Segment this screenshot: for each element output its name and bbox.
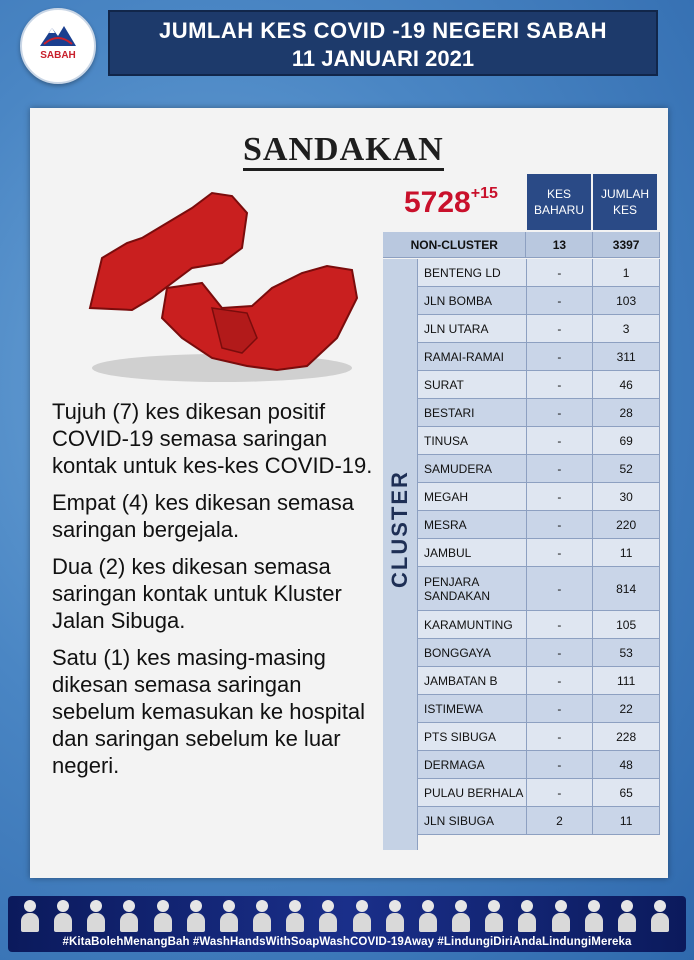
- person-icon: [285, 898, 305, 932]
- cluster-name: DERMAGA: [418, 751, 527, 779]
- cluster-name: BENTENG LD: [418, 259, 527, 287]
- table-row: [418, 343, 660, 371]
- cluster-new: -: [527, 259, 594, 287]
- table-row: [418, 611, 660, 639]
- table-row: [418, 807, 660, 835]
- person-icon: [20, 898, 40, 932]
- cluster-new: -: [527, 751, 594, 779]
- table-row: [418, 639, 660, 667]
- cluster-new: -: [527, 779, 594, 807]
- table-row: [418, 779, 660, 807]
- cluster-name: JLN BOMBA: [418, 287, 527, 315]
- cluster-total: 69: [593, 427, 660, 455]
- table-row: [418, 427, 660, 455]
- cluster-total: 30: [593, 483, 660, 511]
- cluster-name: SURAT: [418, 371, 527, 399]
- cluster-total: 48: [593, 751, 660, 779]
- cluster-new: 2: [527, 807, 594, 835]
- cluster-new: -: [527, 287, 594, 315]
- table-row: [418, 483, 660, 511]
- cluster-new: -: [527, 539, 594, 567]
- cluster-name: JLN UTARA: [418, 315, 527, 343]
- person-icon: [352, 898, 372, 932]
- cluster-name: PTS SIBUGA: [418, 723, 527, 751]
- person-icon: [252, 898, 272, 932]
- cluster-name: PULAU BERHALA: [418, 779, 527, 807]
- cluster-name: PENJARA SANDAKAN: [418, 567, 527, 611]
- non-cluster-new: 13: [526, 232, 593, 258]
- cluster-name: BESTARI: [418, 399, 527, 427]
- person-icon: [53, 898, 73, 932]
- non-cluster-label: NON-CLUSTER: [383, 232, 526, 258]
- person-icon: [484, 898, 504, 932]
- table-row: [418, 455, 660, 483]
- case-narrative: [52, 398, 382, 789]
- narrative-paragraph: Tujuh (7) kes dikesan positif COVID-19 semasa saringan kontak untuk kes-kes COVID-19.: [52, 399, 373, 478]
- cluster-name: MESRA: [418, 511, 527, 539]
- header-date: 11 JANUARI 2021: [291, 46, 475, 71]
- person-icon: [385, 898, 405, 932]
- table-row: [418, 511, 660, 539]
- cluster-name: TINUSA: [418, 427, 527, 455]
- narrative-paragraph: Dua (2) kes dikesan semasa saringan kontak untuk Kluster Jalan Sibuga.: [52, 554, 342, 633]
- table-row: [418, 315, 660, 343]
- person-icon: [119, 898, 139, 932]
- cluster-new: -: [527, 483, 594, 511]
- total-cases: 5728: [404, 186, 471, 219]
- person-icon: [186, 898, 206, 932]
- cluster-total: 111: [593, 667, 660, 695]
- cluster-new: -: [527, 399, 594, 427]
- cluster-new: -: [527, 343, 594, 371]
- cluster-name: MEGAH: [418, 483, 527, 511]
- new-cases: +15: [470, 185, 498, 202]
- table-row: [418, 667, 660, 695]
- cluster-total: 228: [593, 723, 660, 751]
- cluster-new: -: [527, 427, 594, 455]
- cluster-total: 53: [593, 639, 660, 667]
- header-title: JUMLAH KES COVID -19 NEGERI SABAH: [158, 18, 607, 43]
- table-row: [418, 723, 660, 751]
- cluster-total: 311: [593, 343, 660, 371]
- cluster-total: 3: [593, 315, 660, 343]
- person-icon: [517, 898, 537, 932]
- table-row: [418, 695, 660, 723]
- cluster-name: KARAMUNTING: [418, 611, 527, 639]
- person-icon: [551, 898, 571, 932]
- cluster-name: SAMUDERA: [418, 455, 527, 483]
- person-icon: [617, 898, 637, 932]
- cluster-total: 52: [593, 455, 660, 483]
- table-row: [418, 567, 660, 611]
- logo-text: SABAH: [40, 50, 76, 61]
- table-row: [418, 371, 660, 399]
- col-header-total-cases: JUMLAH KES: [593, 174, 657, 230]
- person-icon: [418, 898, 438, 932]
- table-row: [418, 399, 660, 427]
- non-cluster-row: [383, 232, 660, 258]
- cluster-name: JAMBATAN B: [418, 667, 527, 695]
- district-title: SANDAKAN: [243, 132, 444, 171]
- cluster-name: JAMBUL: [418, 539, 527, 567]
- cluster-new: -: [527, 511, 594, 539]
- frontliner-figures: [20, 898, 670, 934]
- person-icon: [451, 898, 471, 932]
- case-count: [404, 186, 498, 220]
- person-icon: [584, 898, 604, 932]
- cluster-total: 814: [593, 567, 660, 611]
- state-health-logo-icon: [40, 24, 76, 46]
- cluster-name: JLN SIBUGA: [418, 807, 527, 835]
- footer-hashtags: #KitaBolehMenangBah #WashHandsWithSoapWashCOVID-19Away #LindungiDiriAndaLindungiMereka: [62, 936, 632, 948]
- person-icon: [318, 898, 338, 932]
- cluster-table: [418, 259, 660, 835]
- person-icon: [86, 898, 106, 932]
- cluster-name: RAMAI-RAMAI: [418, 343, 527, 371]
- district-map-icon: [72, 188, 372, 388]
- cluster-total: 22: [593, 695, 660, 723]
- person-icon: [219, 898, 239, 932]
- narrative-paragraph: Satu (1) kes masing-masing dikesan semasa saringan sebelum kemasukan ke hospital dan saringan sebelum ke luar negeri.: [52, 645, 366, 778]
- col-header-new-cases: KES BAHARU: [527, 174, 591, 230]
- header-title-bar: [108, 10, 658, 76]
- logo: [20, 8, 96, 84]
- cluster-name: ISTIMEWA: [418, 695, 527, 723]
- table-row: [418, 259, 660, 287]
- table-row: [418, 751, 660, 779]
- table-row: [418, 539, 660, 567]
- person-icon: [650, 898, 670, 932]
- cluster-label: [387, 558, 413, 588]
- cluster-new: -: [527, 567, 594, 611]
- person-icon: [153, 898, 173, 932]
- cluster-new: -: [527, 695, 594, 723]
- narrative-paragraph: Empat (4) kes dikesan semasa saringan bergejala.: [52, 490, 355, 542]
- cluster-total: 11: [593, 807, 660, 835]
- cluster-new: -: [527, 315, 594, 343]
- non-cluster-total: 3397: [593, 232, 660, 258]
- cluster-total: 105: [593, 611, 660, 639]
- cluster-new: -: [527, 371, 594, 399]
- table-row: [418, 287, 660, 315]
- cluster-total: 220: [593, 511, 660, 539]
- cluster-total: 11: [593, 539, 660, 567]
- cluster-new: -: [527, 667, 594, 695]
- cluster-new: -: [527, 639, 594, 667]
- cluster-name: BONGGAYA: [418, 639, 527, 667]
- cluster-total: 28: [593, 399, 660, 427]
- cluster-total: 46: [593, 371, 660, 399]
- cluster-new: -: [527, 611, 594, 639]
- cluster-total: 1: [593, 259, 660, 287]
- cluster-new: -: [527, 723, 594, 751]
- cluster-total: 65: [593, 779, 660, 807]
- cluster-new: -: [527, 455, 594, 483]
- cluster-total: 103: [593, 287, 660, 315]
